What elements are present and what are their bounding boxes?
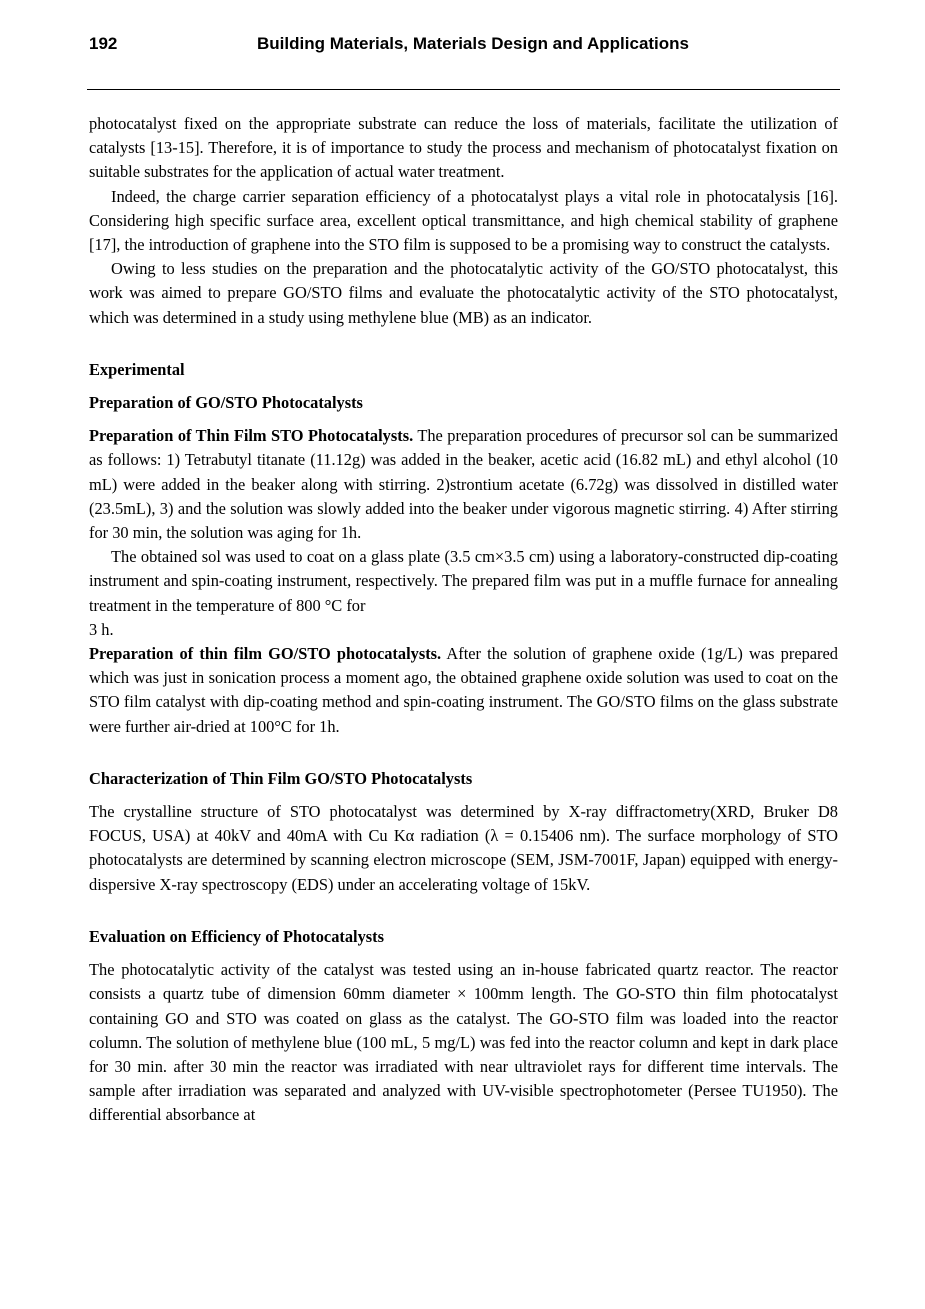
header-rule [87,89,840,90]
go-sto-preparation-paragraph [89,642,838,739]
subsection-heading-characterization: Characterization of Thin Film GO/STO Photocatalysts [89,768,473,788]
running-header [89,34,839,58]
sto-preparation-text: The preparation procedures of precursor sol can be summarized as follows: 1) Tetrabutyl titanate (11.12g) was added in the beaker, acetic acid (16.82 mL) and ethyl alcohol (10 mL) were added in the beaker along with stirring. 2)strontium acetate (6.72g) was dissolved in distilled water (23.5mL), 3) and the solution was slowly added into the beaker under vigorous magnetic stirring. 4) After stirring for 30 min, the solution was aging for 1h. [89,426,838,543]
characterization-paragraph: The crystalline structure of STO photocatalyst was determined by X-ray diffractometry(XRD, Bruker D8 FOCUS, USA) at 40kV and 40mA with Cu Kα radiation (λ = 0.15406 nm). The surface morphology of STO photocatalysts are determined by scanning electron microscope (SEM, JSM-7001F, Japan) equipped with energy-dispersive X-ray spectroscopy (EDS) under an accelerating voltage of 15kV. [89,802,838,894]
sto-preparation-paragraph [89,424,838,545]
subsection-heading-preparation: Preparation of GO/STO Photocatalysts [89,393,363,413]
go-sto-preparation-text: After the solution of graphene oxide (1g/L) was prepared which was just in sonication process a moment ago, the obtained graphene oxide solution was used to coat on the STO film catalyst with dip-coating method and spin-coating instrument. The GO/STO films on the glass substrate were further air-dried at 100°C for 1h. [89,644,838,736]
go-sto-run-in-heading: Preparation of thin film GO/STO photocatalysts. [89,644,442,664]
evaluation-paragraph: The photocatalytic activity of the catalyst was tested using an in-house fabricated quartz reactor. The reactor consists a quartz tube of dimension 60mm diameter × 100mm length. The GO-STO thin film photocatalyst containing GO and STO was coated on glass as the catalyst. The GO-STO film was loaded into the reactor column. The solution of methylene blue (100 mL, 5 mg/L) was fed into the reactor column and kept in dark place for 30 min. after 30 min the reactor was irradiated with near ultraviolet rays for different time intervals. The sample after irradiation was separated and analyzed with UV-visible spectrophotometer (Persee TU1950). The differential absorbance at [89,960,838,1125]
coating-paragraph-tail: 3 h. [89,619,114,639]
subsection-heading-evaluation: Evaluation on Efficiency of Photocatalysts [89,926,385,946]
sto-run-in-heading: Preparation of Thin Film STO Photocatalysts. [89,426,414,446]
journal-title: Building Materials, Materials Design and Applications [257,34,690,53]
intro-paragraph-3: Owing to less studies on the preparation and the photocatalytic activity of the GO/STO photocatalyst, this work was aimed to prepare GO/STO films and evaluate the photocatalytic activity of the STO photocatalyst, which was determined in a study using methylene blue (MB) as an indicator. [89,259,838,327]
coating-paragraph: The obtained sol was used to coat on a glass plate (3.5 cm×3.5 cm) using a laboratory-constructed dip-coating instrument and spin-coating instrument, respectively. The prepared film was put in a muffle furnace for annealing treatment in the temperature of 800 °C for [89,547,838,615]
section-heading-experimental: Experimental [89,359,185,379]
page-body [89,112,838,1128]
intro-paragraph-2: Indeed, the charge carrier separation efficiency of a photocatalyst plays a vital role in photocatalysis [16]. Considering high specific surface area, excellent optical transmittance, and high chemical stability of graphene [17], the introduction of graphene into the STO film is supposed to be a promising way to construct the catalysts. [89,186,838,255]
page-number: 192 [89,34,118,53]
intro-paragraph-1: photocatalyst fixed on the appropriate substrate can reduce the loss of materials, facilitate the utilization of catalysts [13-15]. Therefore, it is of importance to study the process and mechanism of photocatalyst fixation on suitable substrates for the application of actual water treatment. [89,114,838,182]
